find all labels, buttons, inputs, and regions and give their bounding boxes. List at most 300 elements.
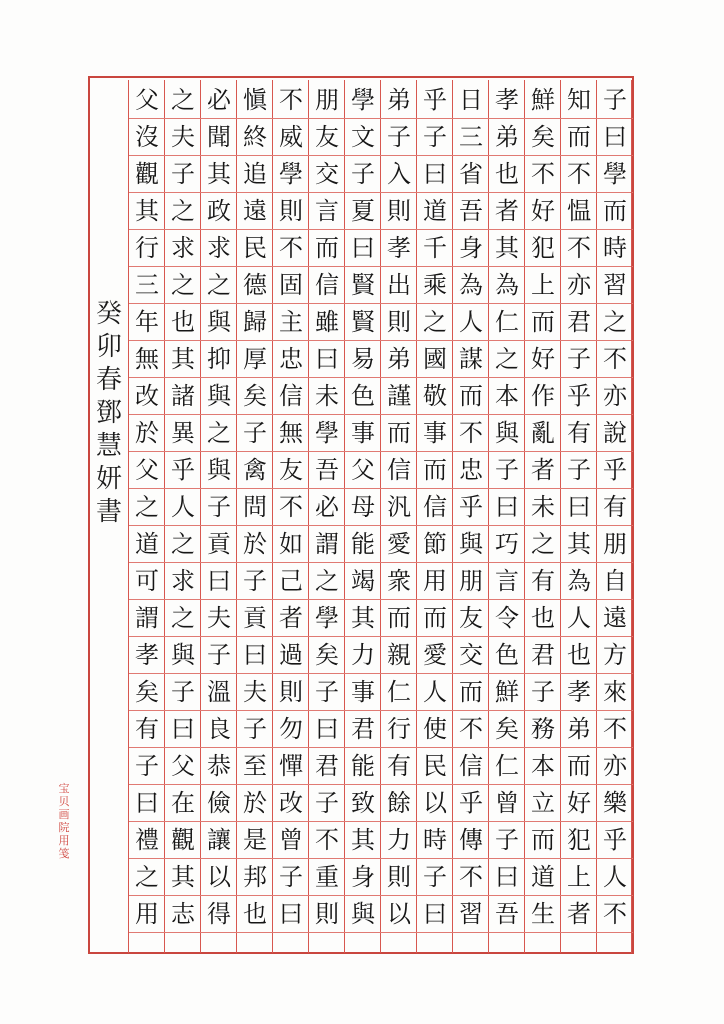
grid-character: 人 [597, 859, 633, 896]
grid-character: 道 [525, 859, 561, 896]
grid-character: 與 [201, 304, 237, 341]
grid-character: 也 [489, 156, 525, 193]
grid-character: 曰 [345, 230, 381, 267]
character-grid [128, 80, 632, 953]
grid-character: 曰 [309, 711, 345, 748]
grid-character: 夫 [237, 674, 273, 711]
grid-character: 吾 [489, 896, 525, 933]
grid-character: 亦 [597, 378, 633, 415]
grid-character: 子 [489, 822, 525, 859]
grid-character: 不 [273, 82, 309, 119]
grid-character: 節 [417, 526, 453, 563]
grid-character: 子 [309, 785, 345, 822]
grid-character: 朋 [309, 82, 345, 119]
grid-character: 其 [165, 859, 201, 896]
grid-character: 孝 [489, 82, 525, 119]
grid-character: 父 [129, 452, 165, 489]
grid-character: 事 [417, 415, 453, 452]
grid-character: 用 [417, 563, 453, 600]
grid-character: 入 [381, 156, 417, 193]
grid-character: 夏 [345, 193, 381, 230]
stationery-mark-character: 贝 [58, 795, 70, 808]
grid-character: 不 [597, 896, 633, 933]
grid-character: 好 [561, 785, 597, 822]
grid-character: 忠 [273, 341, 309, 378]
grid-character: 三 [453, 119, 489, 156]
grid-character: 威 [273, 119, 309, 156]
grid-character: 抑 [201, 341, 237, 378]
grid-character: 竭 [345, 563, 381, 600]
grid-character: 曾 [489, 785, 525, 822]
grid-character: 學 [309, 415, 345, 452]
grid-character: 孝 [561, 674, 597, 711]
grid-character: 追 [237, 156, 273, 193]
grid-character: 其 [345, 600, 381, 637]
grid-character: 過 [273, 637, 309, 674]
grid-character: 時 [597, 230, 633, 267]
grid-character: 立 [525, 785, 561, 822]
text-column [200, 80, 236, 953]
grid-character: 子 [489, 452, 525, 489]
grid-character: 樂 [597, 785, 633, 822]
grid-character: 己 [273, 563, 309, 600]
grid-character: 學 [345, 82, 381, 119]
grid-character: 有 [525, 563, 561, 600]
grid-character: 與 [165, 637, 201, 674]
grid-character: 信 [381, 452, 417, 489]
grid-character: 邦 [237, 859, 273, 896]
grid-character: 身 [453, 230, 489, 267]
grid-character: 不 [597, 711, 633, 748]
grid-character: 弟 [489, 119, 525, 156]
grid-character: 與 [201, 378, 237, 415]
grid-character: 不 [273, 489, 309, 526]
grid-character: 有 [129, 711, 165, 748]
grid-character: 行 [381, 711, 417, 748]
grid-character: 而 [417, 452, 453, 489]
grid-character: 無 [129, 341, 165, 378]
grid-character: 人 [453, 304, 489, 341]
grid-character: 曰 [489, 859, 525, 896]
text-column [344, 80, 380, 953]
grid-character: 不 [453, 415, 489, 452]
grid-character: 仁 [489, 748, 525, 785]
grid-character: 乎 [453, 489, 489, 526]
grid-character: 亦 [561, 267, 597, 304]
grid-character: 乎 [597, 452, 633, 489]
grid-character: 遠 [237, 193, 273, 230]
grid-character: 與 [453, 526, 489, 563]
grid-character: 如 [273, 526, 309, 563]
grid-character: 子 [237, 711, 273, 748]
grid-character: 學 [597, 156, 633, 193]
grid-character: 為 [489, 267, 525, 304]
grid-character: 衆 [381, 563, 417, 600]
grid-character: 其 [561, 526, 597, 563]
grid-character: 本 [525, 748, 561, 785]
grid-character: 之 [309, 563, 345, 600]
grid-character: 恭 [201, 748, 237, 785]
grid-character: 鮮 [489, 674, 525, 711]
grid-character: 乘 [417, 267, 453, 304]
grid-character: 曰 [309, 341, 345, 378]
signature-character: 鄧 [95, 398, 122, 428]
grid-character: 則 [381, 193, 417, 230]
grid-character: 君 [345, 711, 381, 748]
grid-character: 學 [309, 600, 345, 637]
grid-character: 子 [381, 119, 417, 156]
grid-character: 謀 [453, 341, 489, 378]
grid-character: 巧 [489, 526, 525, 563]
grid-character: 未 [525, 489, 561, 526]
grid-character: 餘 [381, 785, 417, 822]
grid-character: 志 [165, 896, 201, 933]
grid-character: 為 [561, 563, 597, 600]
grid-character: 也 [165, 304, 201, 341]
text-column [560, 80, 596, 953]
grid-character: 其 [345, 822, 381, 859]
grid-character: 改 [129, 378, 165, 415]
grid-character: 良 [201, 711, 237, 748]
grid-character: 子 [273, 859, 309, 896]
grid-character: 父 [345, 452, 381, 489]
grid-character: 不 [453, 711, 489, 748]
grid-character: 觀 [165, 822, 201, 859]
grid-character: 君 [561, 304, 597, 341]
stationery-mark-character: 院 [58, 821, 70, 834]
grid-character: 孝 [381, 230, 417, 267]
grid-character: 人 [561, 600, 597, 637]
text-column [236, 80, 272, 953]
grid-character: 色 [489, 637, 525, 674]
grid-character: 子 [417, 119, 453, 156]
grid-character: 子 [237, 415, 273, 452]
signature-character: 癸 [95, 299, 122, 329]
grid-character: 省 [453, 156, 489, 193]
grid-character: 其 [165, 341, 201, 378]
grid-character: 遠 [597, 600, 633, 637]
text-column [380, 80, 416, 953]
text-column [272, 80, 308, 953]
grid-character: 不 [453, 859, 489, 896]
grid-character: 而 [309, 230, 345, 267]
grid-character: 而 [561, 748, 597, 785]
grid-character: 之 [201, 415, 237, 452]
grid-character: 不 [561, 230, 597, 267]
grid-character: 文 [345, 119, 381, 156]
grid-character: 不 [309, 822, 345, 859]
grid-character: 國 [417, 341, 453, 378]
grid-character: 曰 [201, 563, 237, 600]
grid-character: 其 [201, 156, 237, 193]
grid-character: 力 [381, 822, 417, 859]
grid-character: 子 [345, 156, 381, 193]
grid-character: 以 [201, 859, 237, 896]
grid-character: 之 [165, 526, 201, 563]
grid-character: 孝 [129, 637, 165, 674]
grid-character: 身 [345, 859, 381, 896]
grid-character: 與 [345, 896, 381, 933]
grid-character: 言 [489, 563, 525, 600]
grid-character: 亂 [525, 415, 561, 452]
grid-character: 用 [129, 896, 165, 933]
grid-character: 本 [489, 378, 525, 415]
grid-character: 則 [273, 674, 309, 711]
grid-character: 色 [345, 378, 381, 415]
grid-character: 求 [165, 230, 201, 267]
grid-character: 有 [381, 748, 417, 785]
grid-character: 曰 [489, 489, 525, 526]
grid-character: 矣 [129, 674, 165, 711]
grid-character: 上 [561, 859, 597, 896]
grid-character: 三 [129, 267, 165, 304]
grid-character: 異 [165, 415, 201, 452]
grid-character: 來 [597, 674, 633, 711]
grid-character: 人 [417, 674, 453, 711]
grid-character: 習 [597, 267, 633, 304]
grid-character: 父 [165, 748, 201, 785]
text-column [524, 80, 560, 953]
grid-character: 矣 [489, 711, 525, 748]
grid-character: 求 [165, 563, 201, 600]
grid-character: 親 [381, 637, 417, 674]
grid-character: 曰 [597, 119, 633, 156]
grid-character: 不 [597, 341, 633, 378]
grid-character: 務 [525, 711, 561, 748]
grid-character: 之 [165, 267, 201, 304]
grid-character: 知 [561, 82, 597, 119]
grid-character: 矣 [525, 119, 561, 156]
grid-character: 曰 [129, 785, 165, 822]
grid-character: 溫 [201, 674, 237, 711]
grid-character: 力 [345, 637, 381, 674]
grid-character: 愼 [237, 82, 273, 119]
grid-character: 好 [525, 341, 561, 378]
grid-character: 出 [381, 267, 417, 304]
grid-character: 吾 [309, 452, 345, 489]
text-column [596, 80, 632, 953]
grid-character: 之 [165, 193, 201, 230]
grid-character: 信 [453, 748, 489, 785]
grid-character: 而 [525, 822, 561, 859]
grid-character: 無 [273, 415, 309, 452]
grid-character: 憚 [273, 748, 309, 785]
grid-character: 曰 [165, 711, 201, 748]
grid-character: 千 [417, 230, 453, 267]
grid-character: 雖 [309, 304, 345, 341]
grid-character: 與 [489, 415, 525, 452]
grid-character: 曾 [273, 822, 309, 859]
grid-character: 改 [273, 785, 309, 822]
grid-character: 夫 [165, 119, 201, 156]
grid-character: 交 [453, 637, 489, 674]
grid-character: 弟 [561, 711, 597, 748]
grid-character: 事 [345, 674, 381, 711]
grid-character: 子 [561, 452, 597, 489]
grid-character: 吾 [453, 193, 489, 230]
grid-character: 敬 [417, 378, 453, 415]
grid-character: 則 [381, 304, 417, 341]
grid-character: 致 [345, 785, 381, 822]
grid-character: 道 [129, 526, 165, 563]
grid-character: 問 [237, 489, 273, 526]
grid-character: 以 [417, 785, 453, 822]
text-column [308, 80, 344, 953]
grid-character: 曰 [417, 896, 453, 933]
grid-character: 儉 [201, 785, 237, 822]
grid-character: 愛 [417, 637, 453, 674]
signature-character: 春 [95, 365, 122, 395]
grid-character: 其 [489, 230, 525, 267]
grid-character: 必 [201, 82, 237, 119]
grid-character: 不 [273, 230, 309, 267]
grid-character: 曰 [561, 489, 597, 526]
grid-character: 固 [273, 267, 309, 304]
grid-character: 則 [381, 859, 417, 896]
text-column [128, 80, 164, 953]
grid-character: 自 [597, 563, 633, 600]
grid-character: 信 [309, 267, 345, 304]
grid-character: 君 [525, 637, 561, 674]
grid-character: 也 [525, 600, 561, 637]
grid-character: 則 [309, 896, 345, 933]
grid-character: 乎 [417, 82, 453, 119]
grid-character: 子 [201, 637, 237, 674]
grid-character: 賢 [345, 304, 381, 341]
grid-character: 而 [561, 119, 597, 156]
grid-character: 之 [489, 341, 525, 378]
grid-character: 終 [237, 119, 273, 156]
grid-character: 觀 [129, 156, 165, 193]
stationery-mark-character: 笺 [58, 847, 70, 860]
grid-character: 為 [453, 267, 489, 304]
grid-character: 愛 [381, 526, 417, 563]
grid-character: 者 [489, 193, 525, 230]
grid-character: 生 [525, 896, 561, 933]
text-column [452, 80, 488, 953]
grid-character: 令 [489, 600, 525, 637]
grid-character: 則 [273, 193, 309, 230]
grid-character: 厚 [237, 341, 273, 378]
grid-character: 而 [381, 415, 417, 452]
grid-character: 弟 [381, 341, 417, 378]
grid-character: 沒 [129, 119, 165, 156]
grid-character: 之 [129, 859, 165, 896]
grid-character: 謂 [309, 526, 345, 563]
grid-character: 乎 [165, 452, 201, 489]
grid-character: 而 [453, 378, 489, 415]
grid-character: 勿 [273, 711, 309, 748]
grid-character: 謹 [381, 378, 417, 415]
grid-character: 至 [237, 748, 273, 785]
grid-character: 而 [525, 304, 561, 341]
grid-character: 鮮 [525, 82, 561, 119]
grid-character: 易 [345, 341, 381, 378]
grid-character: 之 [201, 267, 237, 304]
grid-character: 朋 [453, 563, 489, 600]
grid-character: 矣 [309, 637, 345, 674]
grid-character: 犯 [525, 230, 561, 267]
grid-character: 信 [417, 489, 453, 526]
grid-character: 之 [129, 489, 165, 526]
grid-character: 乎 [561, 378, 597, 415]
grid-character: 弟 [381, 82, 417, 119]
grid-character: 傳 [453, 822, 489, 859]
grid-character: 能 [345, 748, 381, 785]
grid-character: 之 [165, 82, 201, 119]
grid-character: 使 [417, 711, 453, 748]
grid-character: 矣 [237, 378, 273, 415]
grid-character: 子 [525, 674, 561, 711]
grid-character: 夫 [201, 600, 237, 637]
signature-character: 書 [95, 497, 122, 527]
grid-character: 不 [561, 156, 597, 193]
grid-character: 主 [273, 304, 309, 341]
grid-character: 而 [381, 600, 417, 637]
grid-character: 貢 [201, 526, 237, 563]
grid-character: 子 [129, 748, 165, 785]
grid-character: 子 [237, 563, 273, 600]
grid-character: 事 [345, 415, 381, 452]
grid-character: 曰 [273, 896, 309, 933]
grid-character: 子 [165, 674, 201, 711]
stationery-mark-character: 画 [58, 808, 70, 821]
grid-character: 於 [237, 526, 273, 563]
stationery-mark [57, 782, 71, 860]
grid-character: 仁 [381, 674, 417, 711]
grid-character: 重 [309, 859, 345, 896]
signature-character: 卯 [95, 332, 122, 362]
grid-character: 友 [453, 600, 489, 637]
grid-character: 得 [201, 896, 237, 933]
grid-character: 謂 [129, 600, 165, 637]
text-column [416, 80, 452, 953]
grid-character: 之 [165, 600, 201, 637]
grid-character: 以 [381, 896, 417, 933]
grid-character: 乎 [453, 785, 489, 822]
grid-character: 子 [597, 82, 633, 119]
signature-character: 慧 [95, 431, 122, 461]
grid-character: 仁 [489, 304, 525, 341]
grid-character: 時 [417, 822, 453, 859]
grid-character: 道 [417, 193, 453, 230]
grid-character: 曰 [237, 637, 273, 674]
grid-character: 習 [453, 896, 489, 933]
grid-character: 方 [597, 637, 633, 674]
grid-character: 政 [201, 193, 237, 230]
grid-character: 諸 [165, 378, 201, 415]
grid-character: 說 [597, 415, 633, 452]
grid-character: 子 [201, 489, 237, 526]
grid-character: 友 [309, 119, 345, 156]
grid-character: 作 [525, 378, 561, 415]
grid-character: 必 [309, 489, 345, 526]
grid-character: 賢 [345, 267, 381, 304]
grid-character: 乎 [597, 822, 633, 859]
grid-character: 之 [597, 304, 633, 341]
grid-character: 是 [237, 822, 273, 859]
stationery-mark-character: 用 [58, 834, 70, 847]
grid-character: 學 [273, 156, 309, 193]
grid-character: 者 [525, 452, 561, 489]
grid-character: 於 [237, 785, 273, 822]
grid-character: 友 [273, 452, 309, 489]
grid-character: 父 [129, 82, 165, 119]
grid-character: 貢 [237, 600, 273, 637]
grid-character: 忠 [453, 452, 489, 489]
grid-character: 信 [273, 378, 309, 415]
grid-character: 也 [561, 637, 597, 674]
